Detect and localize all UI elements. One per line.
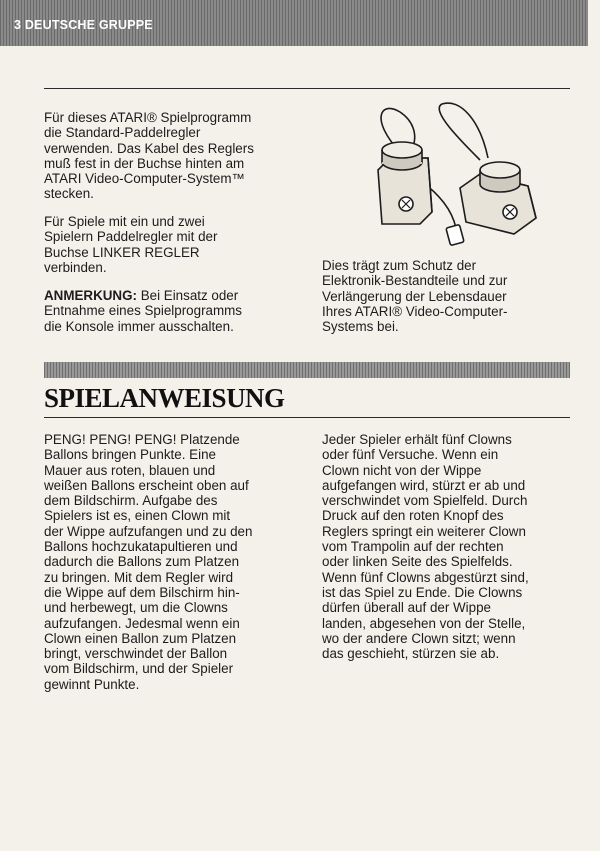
intro-note (44, 288, 294, 334)
instructions-column-1: PENG! PENG! PENG! Platzende Ballons bringen Punkte. Eine Mauer aus roten, blauen und weißen Ballons erscheint oben auf dem Bildschirm. Aufgabe des Spielers ist es, einen Clown mit der Wippe aufzufangen und zu den Ballons hochzukatapultieren und dadurch die Ballons zum Platzen zu bringen. Mit dem Regler wird die Wippe auf dem Bilschirm hin- und herbewegt, um die Clowns aufzufangen. Jedesmal wenn ein Clown einen Ballon zum Platzen bringt, verschwindet der Ballon vom Bildschirm, und der Spieler gewinnt Punkte. (44, 432, 253, 692)
page-header-label: 3 DEUTSCHE GRUPPE (14, 18, 153, 32)
note-label: ANMERKUNG: (44, 288, 137, 303)
section-rule (44, 417, 570, 418)
page-header-bar (0, 0, 588, 46)
paddle-controllers-illustration (360, 100, 550, 250)
section-band (44, 362, 570, 378)
intro-paragraph-1: Für dieses ATARI® Spielprogramm die Standard-Paddelregler verwenden. Das Kabel des Reglers muß fest in der Buchse hinten am ATARI Video-Computer-System™ stecken. (44, 110, 254, 202)
top-rule (44, 88, 570, 89)
section-title: SPIELANWEISUNG (44, 383, 285, 413)
intro-paragraph-2: Für Spiele mit ein und zwei Spielern Paddelregler mit der Buchse LINKER REGLER verbinden. (44, 214, 218, 275)
instructions-column-2: Jeder Spieler erhält fünf Clowns oder fünf Versuche. Wenn ein Clown nicht von der Wippe aufgefangen wird, stürzt er ab und verschwindet vom Spielfeld. Durch Druck auf den roten Knopf des Reglers springt ein weiterer Clown vom Trampolin auf der rechten oder linken Seite des Spielfelds. Wenn fünf Clowns abgestürzt sind, ist das Spiel zu Ende. Die Clowns dürfen überall auf der Wippe landen, abgesehen von der Stelle, wo der andere Clown sitzt; wenn das geschieht, stürzen sie ab. (322, 432, 529, 662)
note-text: Bei Einsatz oder Entnahme eines Spielprogramms die Konsole immer ausschalten. (44, 288, 242, 334)
intro-right-text: Dies trägt zum Schutz der Elektronik-Bestandteile und zur Verlängerung der Lebensdauer Ihres ATARI® Video-Computer- Systems bei. (322, 258, 508, 335)
